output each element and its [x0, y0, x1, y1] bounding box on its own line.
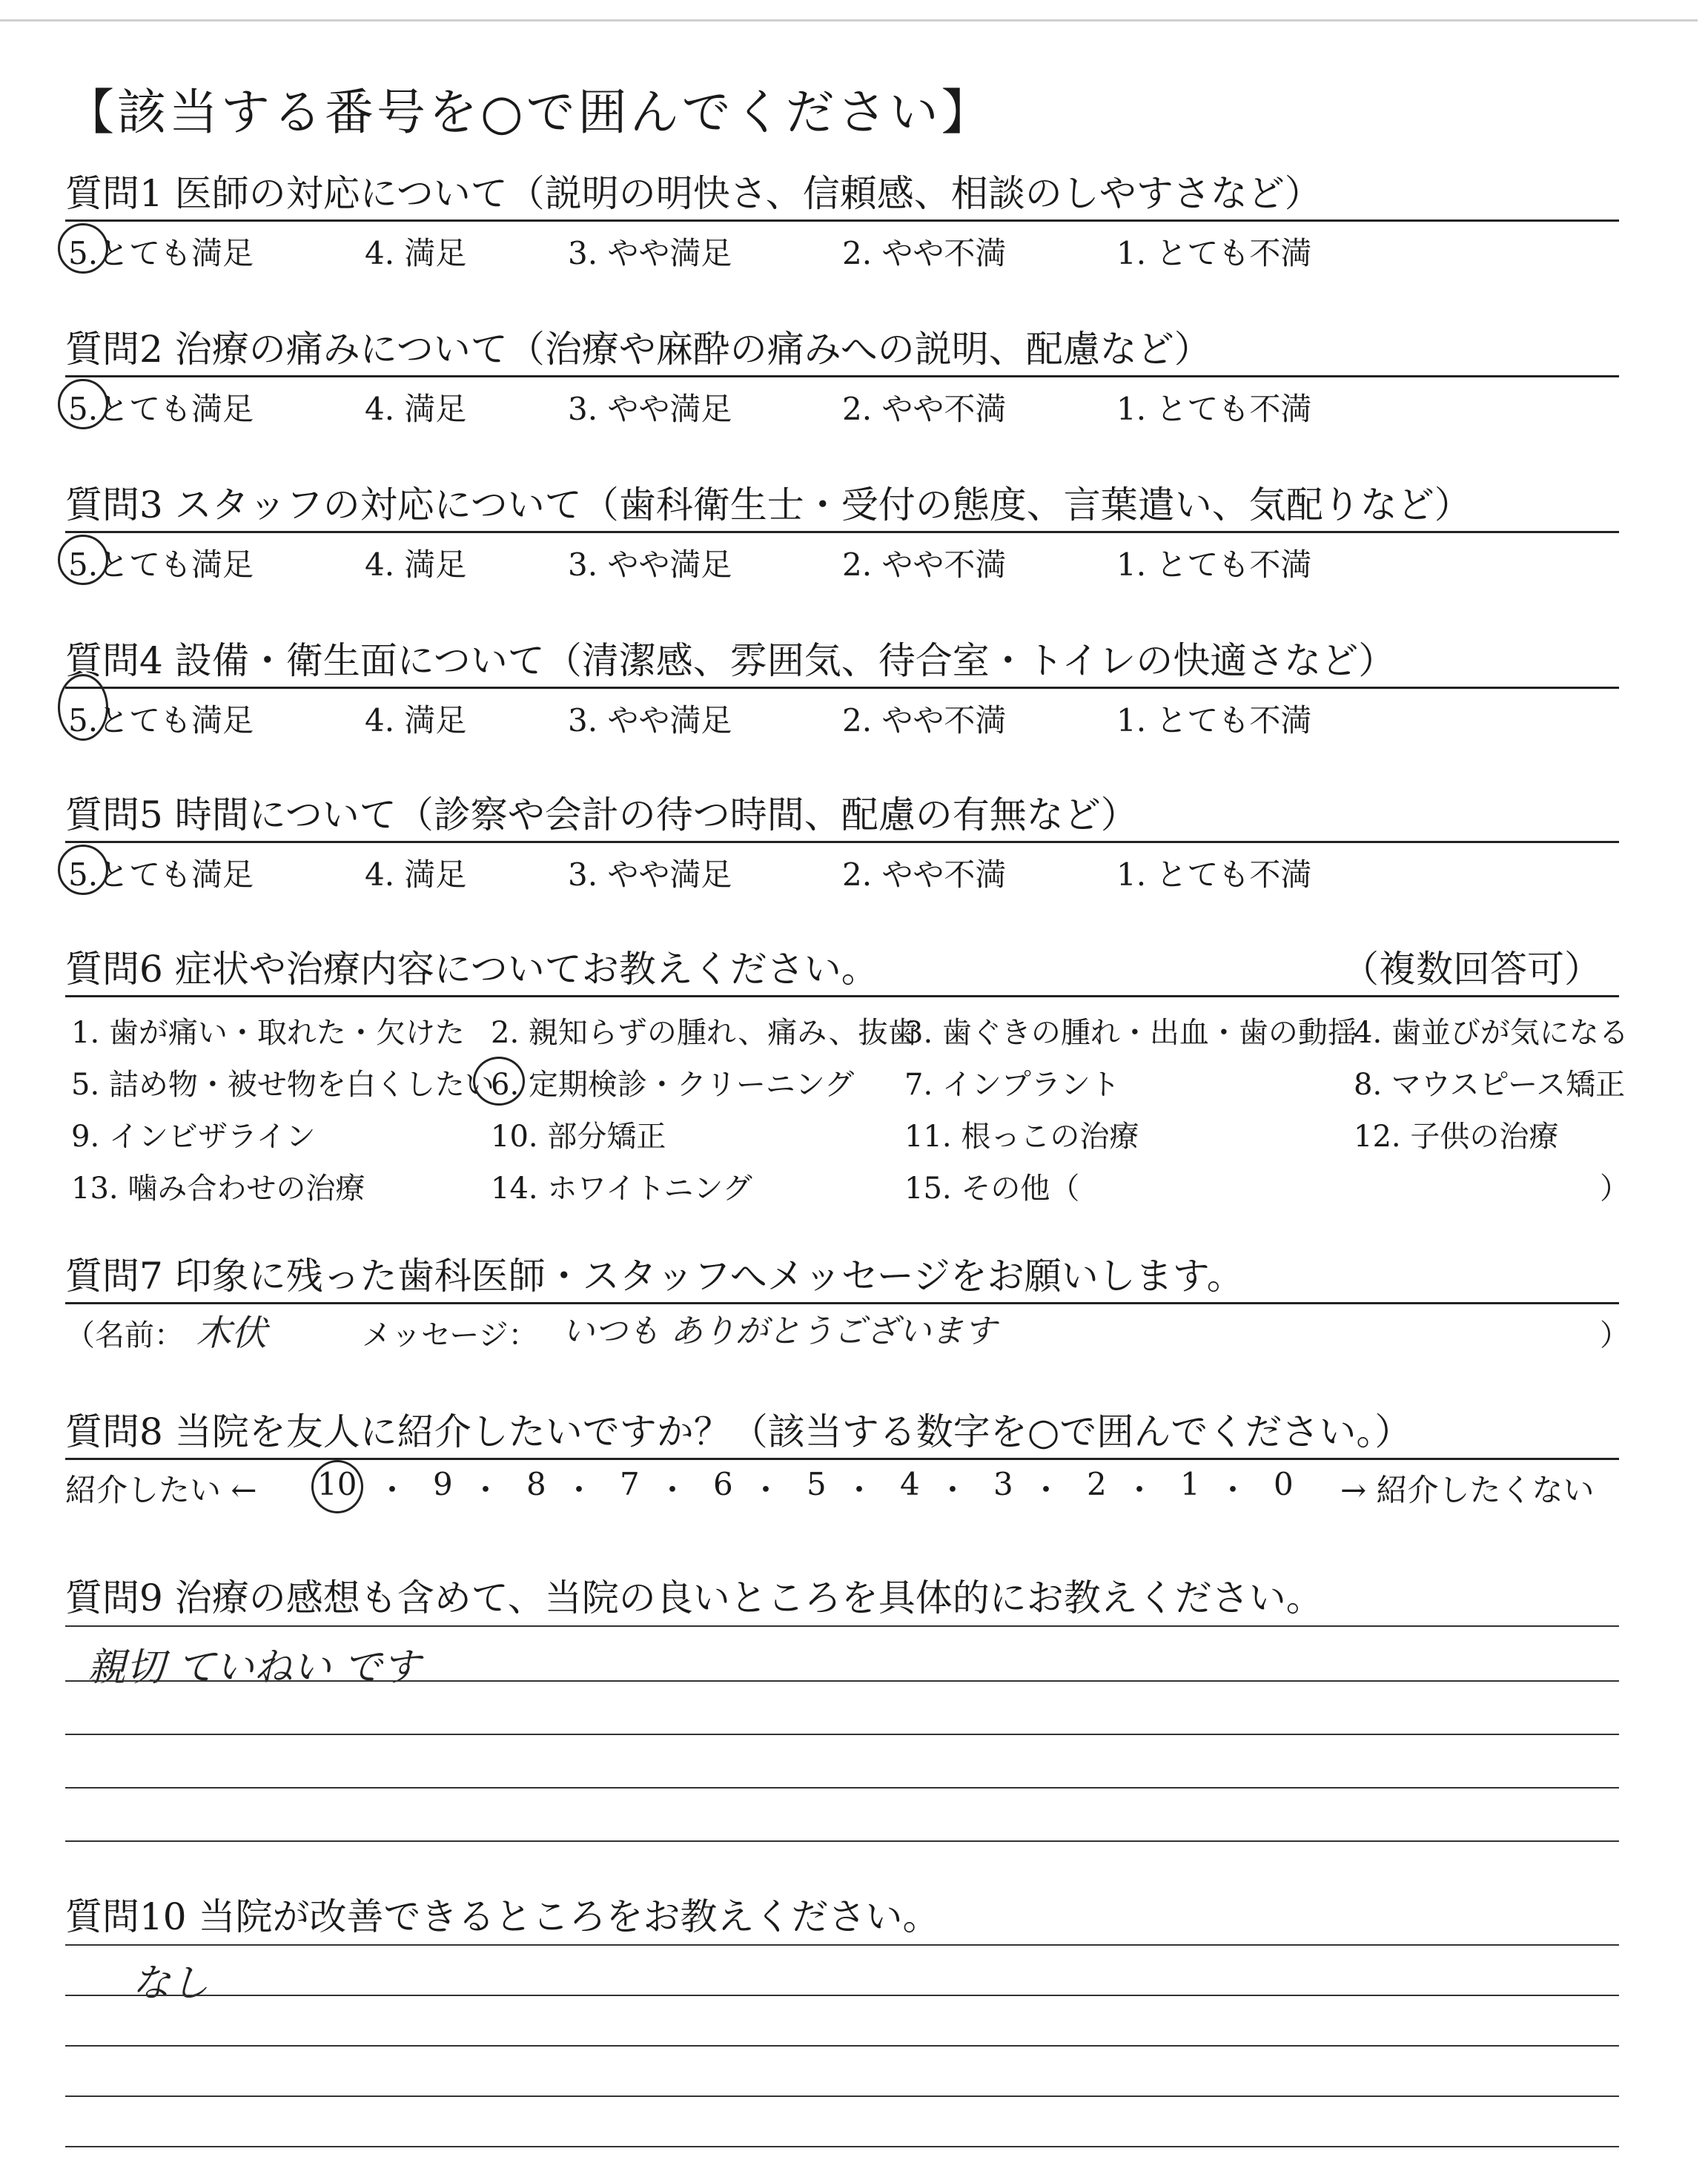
- question-1: [65, 168, 1619, 274]
- question-4-title: 質問4 設備・衛生面について（清潔感、雰囲気、待合室・トイレの快適さなど）: [65, 639, 1396, 682]
- option-4[interactable]: 4. 満足: [365, 391, 467, 427]
- scale-number-9[interactable]: 9: [433, 1466, 453, 1502]
- question-5: [65, 789, 1619, 895]
- option-1[interactable]: 1. とても不満: [1116, 702, 1312, 739]
- symptom-option[interactable]: 11. 根っこの治療: [904, 1120, 1139, 1154]
- answer-line: [65, 1625, 1619, 1627]
- recommend-left-label: 紹介したい ←: [65, 1472, 257, 1508]
- message-value[interactable]: いつも ありがとうございます: [562, 1312, 996, 1350]
- option-3[interactable]: 3. やや満足: [568, 391, 732, 427]
- option-3[interactable]: 3. やや満足: [568, 702, 732, 739]
- answer-line: [65, 1734, 1619, 1735]
- option-3[interactable]: 3. やや満足: [568, 546, 732, 583]
- option-2[interactable]: 2. やや不満: [842, 235, 1007, 271]
- option-2[interactable]: 2. やや不満: [842, 546, 1007, 583]
- question-6-title: [65, 943, 1619, 995]
- answer-line: [65, 2045, 1619, 2047]
- answer-line: [65, 1995, 1619, 1996]
- recommend-right-label: → 紹介したくない: [1340, 1472, 1595, 1508]
- name-value[interactable]: 木伏: [196, 1312, 268, 1354]
- question-2-title: 質問2 治療の痛みについて（治療や麻酔の痛みへの説明、配慮など）: [65, 328, 1211, 371]
- option-4[interactable]: 4. 満足: [365, 856, 467, 893]
- scale-separator: ・: [1217, 1472, 1249, 1508]
- option-4[interactable]: 4. 満足: [365, 235, 467, 271]
- question-5-title: 質問5 時間について（診察や会計の待つ時間、配慮の有無など）: [65, 793, 1138, 836]
- multiple-answers-note: （複数回答可）: [1342, 948, 1601, 991]
- question-3-options: [65, 533, 1619, 585]
- question-5-options: [65, 843, 1619, 895]
- symptom-option[interactable]: 12. 子供の治療: [1354, 1120, 1559, 1154]
- question-6: [65, 943, 1629, 1212]
- scale-separator: ・: [377, 1472, 408, 1508]
- question-10-answer[interactable]: なし: [132, 1961, 210, 2006]
- answer-line: [65, 2095, 1619, 2097]
- question-10: [65, 1891, 1619, 2158]
- answer-line: [65, 2146, 1619, 2147]
- option-2[interactable]: 2. やや不満: [842, 391, 1007, 427]
- page-title: 【該当する番号を○で囲んでください】: [65, 84, 993, 141]
- answer-line: [65, 1840, 1619, 1842]
- symptom-option[interactable]: 13. 噛み合わせの治療: [71, 1172, 365, 1206]
- question-2-options: [65, 377, 1619, 429]
- scale-separator: ・: [1030, 1472, 1062, 1508]
- option-5[interactable]: 5.とても満足: [68, 546, 254, 583]
- scale-separator: ・: [470, 1472, 502, 1508]
- option-5[interactable]: 5.とても満足: [68, 391, 254, 427]
- name-label: （名前：: [65, 1318, 184, 1353]
- scale-separator: ・: [750, 1472, 782, 1508]
- question-7-answer: [65, 1304, 1629, 1356]
- question-10-title: 質問10 当院が改善できるところをお教えください。: [65, 1895, 940, 1938]
- symptom-option[interactable]: 5. 詰め物・被せ物を白くしたい: [71, 1068, 494, 1102]
- scale-number-6[interactable]: 6: [713, 1466, 733, 1502]
- option-4[interactable]: 4. 満足: [365, 546, 467, 583]
- question-8: [65, 1406, 1619, 1512]
- scale-number-10[interactable]: 10: [317, 1466, 357, 1502]
- option-1[interactable]: 1. とても不満: [1116, 391, 1312, 427]
- option-1[interactable]: 1. とても不満: [1116, 856, 1312, 893]
- question-3-title: 質問3 スタッフの対応について（歯科衛生士・受付の態度、言葉遣い、気配りなど）: [65, 483, 1472, 526]
- option-1[interactable]: 1. とても不満: [1116, 235, 1312, 271]
- symptom-option[interactable]: 4. 歯並びが気になる: [1354, 1016, 1629, 1050]
- symptom-option[interactable]: 10. 部分矯正: [491, 1120, 666, 1154]
- question-6-options: [65, 997, 1629, 1212]
- question-4: [65, 635, 1619, 741]
- question-1-options: [65, 222, 1619, 274]
- question-1-title: 質問1 医師の対応について（説明の明快さ、信頼感、相談のしやすさなど）: [65, 172, 1322, 215]
- top-border: [0, 19, 1698, 22]
- answer-line: [65, 1787, 1619, 1789]
- question-9-title: 質問9 治療の感想も含めて、当院の良いところを具体的にお教えください。: [65, 1576, 1323, 1619]
- symptom-option[interactable]: 7. インプラント: [904, 1068, 1120, 1102]
- option-2[interactable]: 2. やや不満: [842, 856, 1007, 893]
- scale-number-0[interactable]: 0: [1274, 1466, 1294, 1502]
- option-5[interactable]: 5.とても満足: [68, 856, 254, 893]
- answer-line: [65, 1944, 1619, 1946]
- scale-separator: ・: [657, 1472, 689, 1508]
- answer-line: [65, 1680, 1619, 1682]
- option-3[interactable]: 3. やや満足: [568, 235, 732, 271]
- symptom-option[interactable]: 2. 親知らずの腫れ、痛み、抜歯: [491, 1016, 918, 1050]
- message-close-paren: ）: [1600, 1318, 1629, 1353]
- scale-number-2[interactable]: 2: [1087, 1466, 1107, 1502]
- scale-number-1[interactable]: 1: [1180, 1466, 1200, 1502]
- question-6-title-text: 質問6 症状や治療内容についてお教えください。: [65, 948, 878, 991]
- symptom-option[interactable]: 6. 定期検診・クリーニング: [491, 1068, 855, 1102]
- symptom-option[interactable]: 9. インビザライン: [71, 1120, 316, 1154]
- scale-number-3[interactable]: 3: [993, 1466, 1013, 1502]
- option-5[interactable]: 5.とても満足: [68, 235, 254, 271]
- question-9: [65, 1572, 1619, 1854]
- option-3[interactable]: 3. やや満足: [568, 856, 732, 893]
- question-4-options: [65, 689, 1619, 741]
- question-7-title: 質問7 印象に残った歯科医師・スタッフへメッセージをお願いします。: [65, 1255, 1244, 1298]
- question-7: [65, 1250, 1629, 1356]
- symptom-option[interactable]: 8. マウスピース矯正: [1354, 1068, 1626, 1102]
- symptom-option[interactable]: 3. 歯ぐきの腫れ・出血・歯の動揺: [904, 1016, 1357, 1050]
- scale-number-7[interactable]: 7: [620, 1466, 640, 1502]
- symptom-option[interactable]: 1. 歯が痛い・取れた・欠けた: [71, 1016, 465, 1050]
- scale-number-5[interactable]: 5: [807, 1466, 827, 1502]
- question-8-title: 質問8 当院を友人に紹介したいですか？（該当する数字を○で囲んでください。）: [65, 1410, 1412, 1453]
- option-5[interactable]: 5.とても満足: [68, 702, 254, 739]
- scale-separator: ・: [563, 1472, 595, 1508]
- symptom-option[interactable]: 14. ホワイトニング: [491, 1172, 752, 1206]
- question-9-answer[interactable]: 親切 ていねい です: [87, 1645, 421, 1690]
- question-3: [65, 479, 1619, 585]
- message-label: メッセージ：: [362, 1318, 538, 1353]
- recommend-scale: [65, 1460, 1619, 1512]
- scale-separator: ・: [1124, 1472, 1156, 1508]
- scale-number-8[interactable]: 8: [526, 1466, 546, 1502]
- scale-number-4[interactable]: 4: [900, 1466, 920, 1502]
- scale-separator: ・: [937, 1472, 969, 1508]
- option-2[interactable]: 2. やや不満: [842, 702, 1007, 739]
- symptom-option[interactable]: 15. その他（: [904, 1172, 1080, 1206]
- option-4[interactable]: 4. 満足: [365, 702, 467, 739]
- option-1[interactable]: 1. とても不満: [1116, 546, 1312, 583]
- scale-separator: ・: [844, 1472, 875, 1508]
- question-2: [65, 323, 1619, 429]
- other-close-paren: ）: [1600, 1172, 1629, 1206]
